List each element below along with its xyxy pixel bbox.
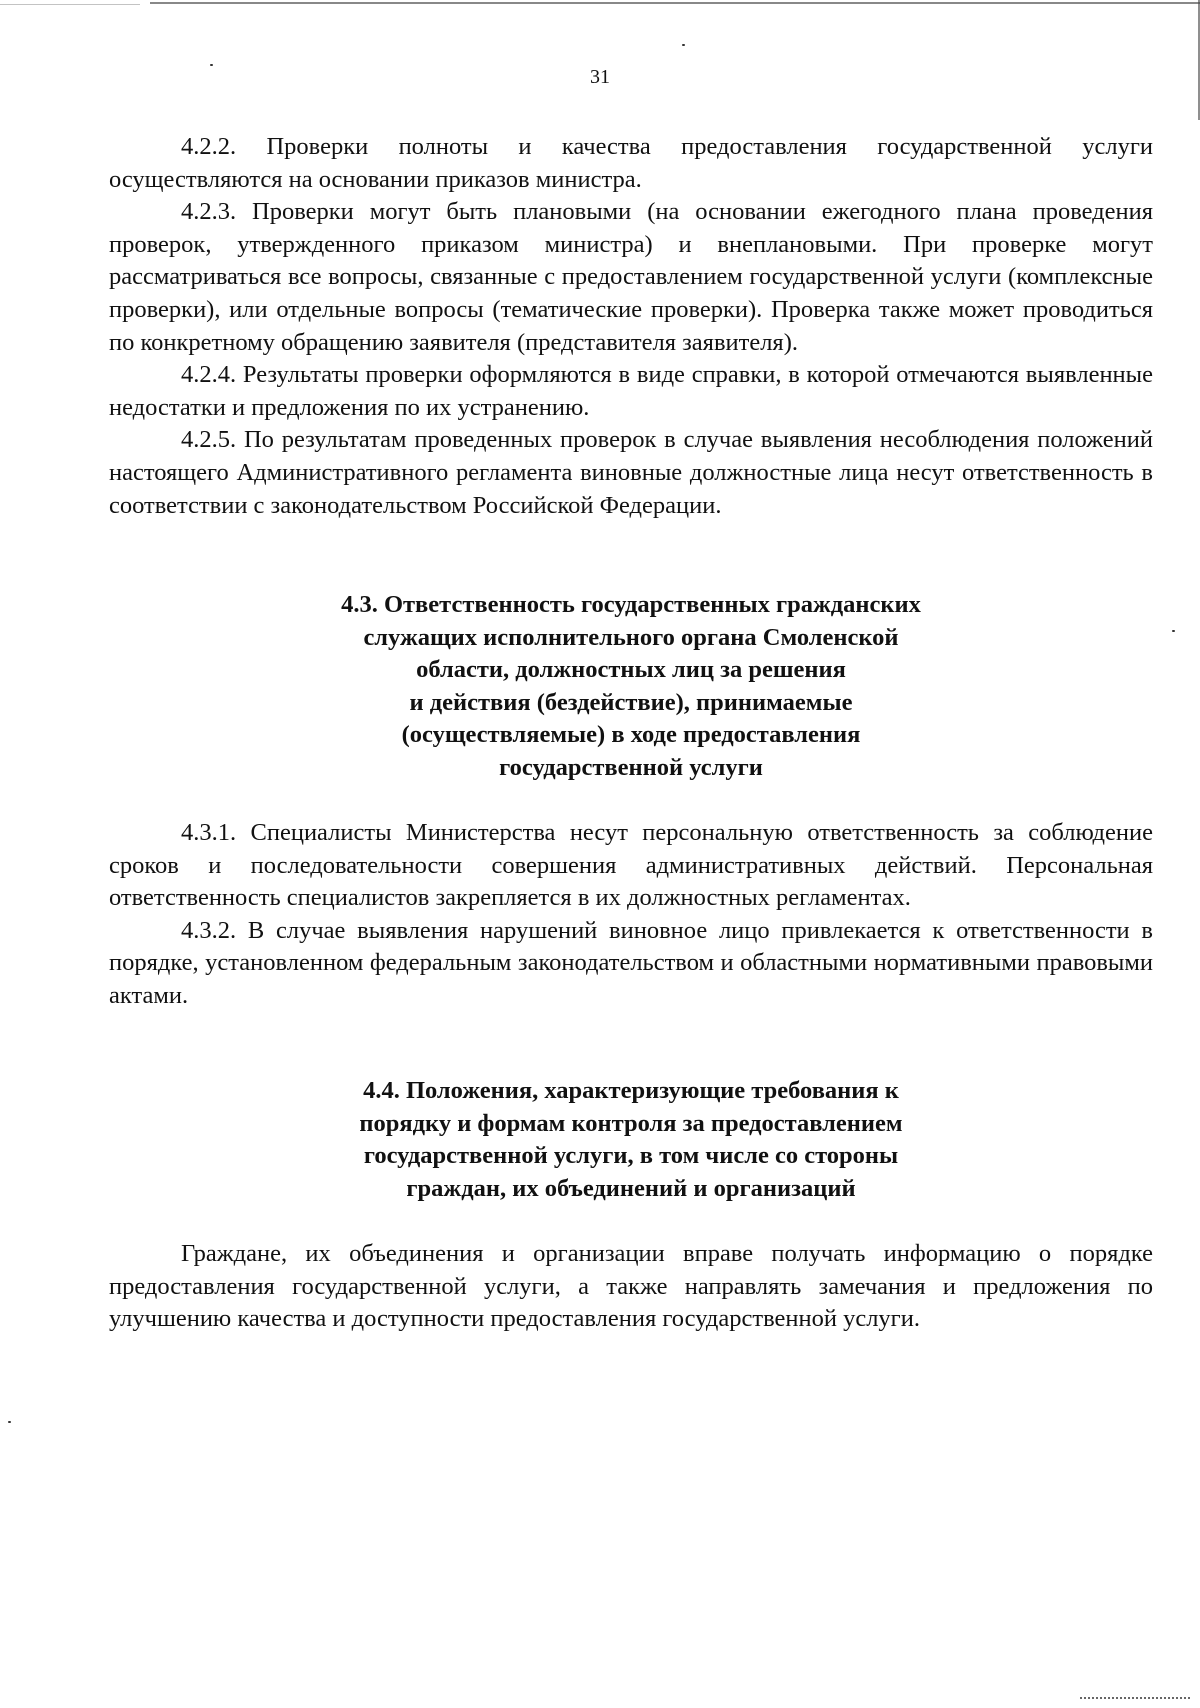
heading-line: граждан, их объединений и организаций xyxy=(406,1174,856,1202)
heading-line: области, должностных лиц за решения xyxy=(416,656,846,684)
paragraph-4-3-2: 4.3.2. В случае выявления нарушений виновное лицо привлекается к ответственности в порядке, установленном федеральным законодательством и областными нормативными правовыми актами. xyxy=(109,916,1153,1009)
section-4-4-heading xyxy=(109,1075,1153,1205)
paragraph-4-2-3: 4.2.3. Проверки могут быть плановыми (на основании ежегодного плана проведения проверок, утвержденного приказом министра) и внеплановыми. При проверке могут рассматриваться все вопросы, связанные с предоставлением государственной услуги (комплексные проверки), или отдельные вопросы (тематические проверки). Проверка также может проводиться по конкретному обращению заявителя (представителя заявителя). xyxy=(109,198,1153,356)
paragraph-4-2-5: 4.2.5. По результатам проведенных проверок в случае выявления несоблюдения положений настоящего Административного регламента виновные должностные лица несут ответственность в соответствии с законодательством Российской Федерации. xyxy=(109,426,1153,519)
paragraph-4-4: Граждане, их объединения и организации вправе получать информацию о порядке предоставления государственной услуги, а также направлять замечания и предложения по улучшению качества и доступности предоставления государственной услуги. xyxy=(109,1240,1153,1333)
heading-line: государственной услуги, в том числе со стороны xyxy=(363,1142,899,1170)
scan-speck xyxy=(1172,630,1175,632)
scan-speck xyxy=(8,1421,11,1423)
scan-artifact-dots xyxy=(1080,1697,1190,1701)
paragraph-4-3-1: 4.3.1. Специалисты Министерства несут персональную ответственность за соблюдение сроков и последовательности совершения административных действий. Персональная ответственность специалистов закрепляется в их должностных регламентах. xyxy=(109,819,1153,912)
page-number: 31 xyxy=(590,66,610,88)
scan-artifact-line xyxy=(0,4,140,5)
heading-line: служащих исполнительного органа Смоленской xyxy=(363,623,899,651)
paragraph-4-2-2: 4.2.2. Проверки полноты и качества предоставления государственной услуги осуществляются на основании приказов министра. xyxy=(109,133,1153,193)
heading-line: государственной услуги xyxy=(499,753,763,781)
scan-artifact-line xyxy=(150,2,1200,4)
paragraph-4-2-4: 4.2.4. Результаты проверки оформляются в виде справки, в которой отмечаются выявленные недостатки и предложения по их устранению. xyxy=(109,361,1153,421)
heading-line: (осуществляемые) в ходе предоставления xyxy=(401,721,861,749)
heading-line: 4.4. Положения, характеризующие требования к xyxy=(363,1077,899,1104)
heading-line: и действия (бездействие), принимаемые xyxy=(409,688,853,716)
heading-line: 4.3. Ответственность государственных гражданских xyxy=(341,591,921,618)
section-4-4-text xyxy=(109,1238,1153,1336)
section-4-2-text xyxy=(109,131,1153,522)
section-4-3-heading xyxy=(109,589,1153,785)
section-4-3-text xyxy=(109,817,1153,1013)
scan-speck xyxy=(682,44,685,46)
heading-line: порядку и формам контроля за предоставлением xyxy=(359,1109,903,1137)
